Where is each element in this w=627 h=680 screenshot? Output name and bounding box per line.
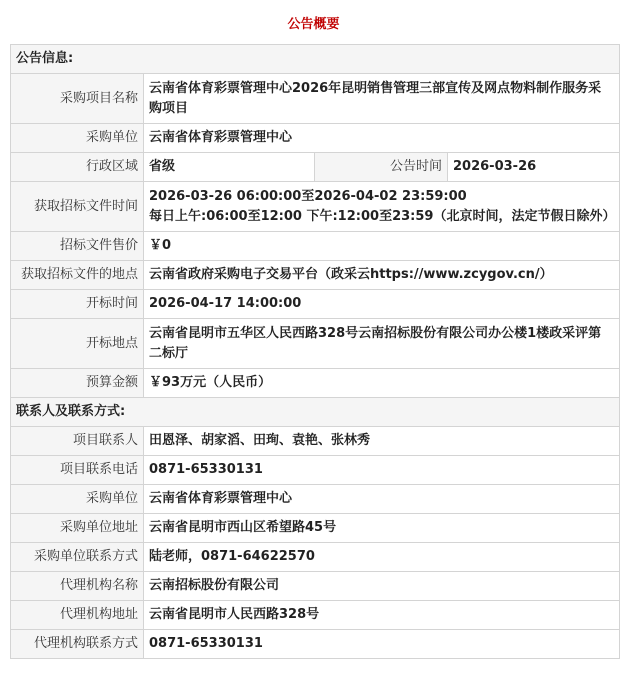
announcement-summary-table <box>10 44 620 659</box>
purchaser-address-value: 云南省昆明市西山区希望路45号 <box>144 514 620 543</box>
purchaser-contact-value: 陆老师，0871-64622570 <box>144 543 620 572</box>
doc-location-value: 云南省政府采购电子交易平台（政采云https://www.zcygov.cn/） <box>144 261 620 290</box>
contact-purchaser-label: 采购单位 <box>11 485 144 514</box>
purchaser-contact-label: 采购单位联系方式 <box>11 543 144 572</box>
project-contact-value: 田恩泽、胡家滔、田珣、袁艳、张林秀 <box>144 427 620 456</box>
section-announcement-header: 公告信息: <box>11 45 620 74</box>
agency-contact-label: 代理机构联系方式 <box>11 630 144 659</box>
project-contact-label: 项目联系人 <box>11 427 144 456</box>
region-value: 省级 <box>144 153 315 182</box>
page-title: 公告概要 <box>287 17 340 32</box>
open-location-label: 开标地点 <box>11 319 144 369</box>
project-phone-label: 项目联系电话 <box>11 456 144 485</box>
agency-name-value: 云南招标股份有限公司 <box>144 572 620 601</box>
doc-price-value: ￥0 <box>144 232 620 261</box>
get-doc-time-daily: 每日上午:06:00至12:00 下午:12:00至23:59（北京时间，法定节假日除外） <box>149 208 616 224</box>
purchaser-label: 采购单位 <box>11 124 144 153</box>
budget-value: ￥93万元（人民币） <box>144 369 620 398</box>
contact-purchaser-value: 云南省体育彩票管理中心 <box>144 485 620 514</box>
project-phone-value: 0871-65330131 <box>144 456 620 485</box>
get-doc-time-label: 获取招标文件时间 <box>11 182 144 232</box>
get-doc-time-range: 2026-03-26 06:00:00至2026-04-02 23:59:00 <box>149 188 467 204</box>
agency-address-label: 代理机构地址 <box>11 601 144 630</box>
doc-price-label: 招标文件售价 <box>11 232 144 261</box>
announce-time-label: 公告时间 <box>315 153 448 182</box>
section-contact-header: 联系人及联系方式: <box>11 398 620 427</box>
get-doc-time-value <box>144 182 620 232</box>
agency-address-value: 云南省昆明市人民西路328号 <box>144 601 620 630</box>
open-location-value: 云南省昆明市五华区人民西路328号云南招标股份有限公司办公楼1楼政采评第二标厅 <box>144 319 620 369</box>
region-label: 行政区域 <box>11 153 144 182</box>
budget-label: 预算金额 <box>11 369 144 398</box>
doc-location-label: 获取招标文件的地点 <box>11 261 144 290</box>
project-name-label: 采购项目名称 <box>11 74 144 124</box>
open-time-label: 开标时间 <box>11 290 144 319</box>
purchaser-address-label: 采购单位地址 <box>11 514 144 543</box>
open-time-value: 2026-04-17 14:00:00 <box>144 290 620 319</box>
announce-time-value: 2026-03-26 <box>448 153 620 182</box>
agency-contact-value: 0871-65330131 <box>144 630 620 659</box>
agency-name-label: 代理机构名称 <box>11 572 144 601</box>
purchaser-value: 云南省体育彩票管理中心 <box>144 124 620 153</box>
project-name-value: 云南省体育彩票管理中心2026年昆明销售管理三部宣传及网点物料制作服务采购项目 <box>144 74 620 124</box>
